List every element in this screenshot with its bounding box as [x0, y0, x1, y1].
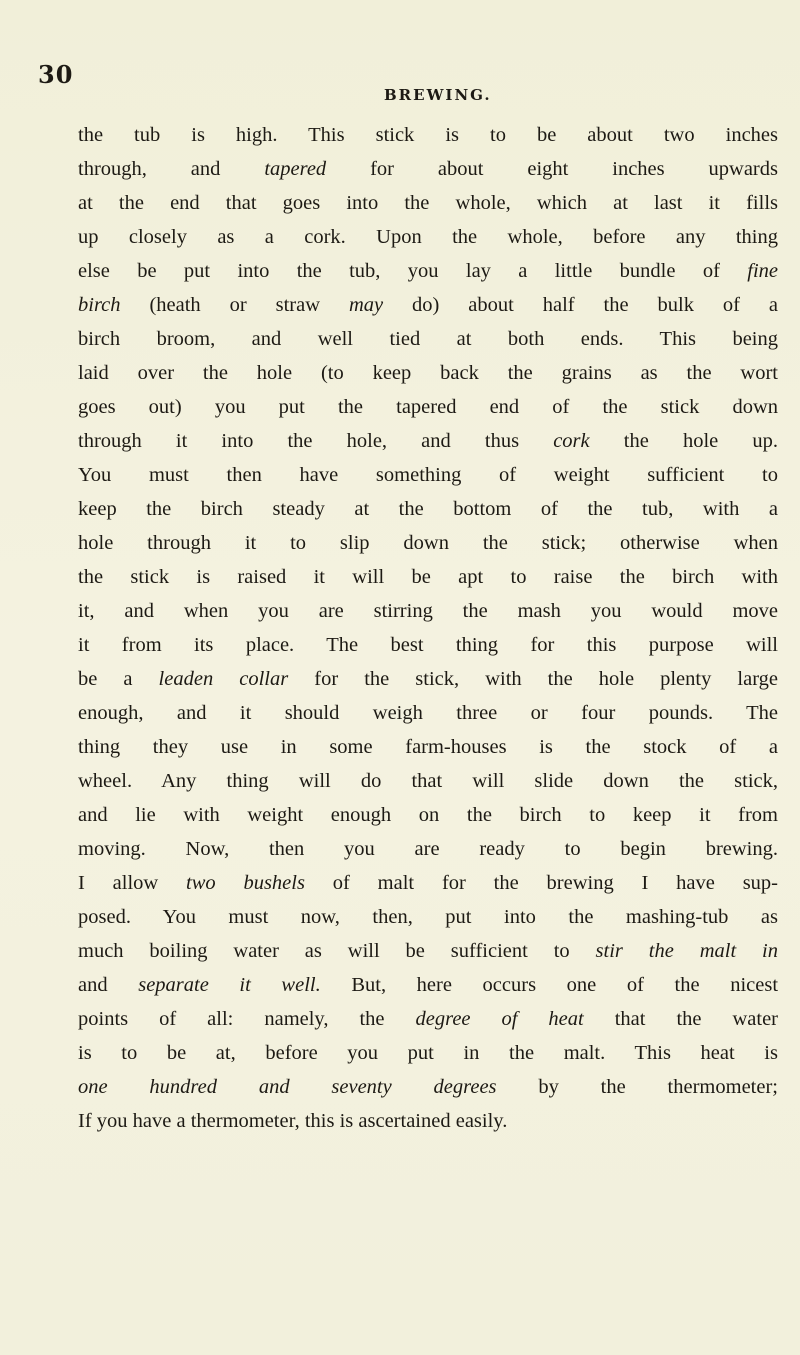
text-line — [78, 220, 778, 254]
text-run: moving. Now, then you are ready to begin brewing. — [78, 838, 778, 860]
text-line — [78, 356, 778, 390]
text-line — [78, 764, 778, 798]
text-run: that the water — [583, 1008, 778, 1030]
text-line — [78, 594, 778, 628]
text-line — [78, 1036, 778, 1070]
text-run: keep the birch steady at the bottom of the tub, with a — [78, 498, 778, 520]
text-run: of malt for the brewing I have sup- — [304, 872, 778, 894]
italic-text: separate it well. — [138, 974, 321, 996]
text-line — [78, 696, 778, 730]
text-line — [78, 254, 778, 288]
text-line — [78, 322, 778, 356]
italic-text: leaden collar — [158, 668, 289, 690]
text-run: through, and — [78, 158, 265, 180]
text-line — [78, 526, 778, 560]
italic-text: cork — [553, 430, 590, 452]
text-run: laid over the hole (to keep back the grains as the wort — [78, 362, 778, 384]
text-run: up closely as a cork. Upon the whole, before any thing — [78, 226, 778, 248]
italic-text: one hundred and seventy degrees — [78, 1076, 497, 1098]
text-run: the tub is high. This stick is to be about two inches — [78, 124, 778, 146]
text-run: else be put into the tub, you lay a little bundle of — [78, 260, 748, 282]
text-line — [78, 390, 778, 424]
text-run: for about eight inches upwards — [326, 158, 778, 180]
text-run: If you have a thermometer, this is ascertained easily. — [78, 1110, 508, 1132]
text-run: enough, and it should weigh three or four pounds. The — [78, 702, 778, 724]
text-run: and — [78, 974, 139, 996]
text-run: goes out) you put the tapered end of the stick down — [78, 396, 778, 418]
text-line — [78, 730, 778, 764]
text-run: thing they use in some farm-houses is the stock of a — [78, 736, 778, 758]
text-line — [78, 1104, 778, 1138]
text-line — [78, 152, 778, 186]
text-line — [78, 424, 778, 458]
text-line — [78, 628, 778, 662]
text-line — [78, 492, 778, 526]
text-run: be a — [78, 668, 159, 690]
text-run: at the end that goes into the whole, which at last it fills — [78, 192, 778, 214]
text-run: the stick is raised it will be apt to raise the birch with — [78, 566, 778, 588]
text-run: for the stick, with the hole plenty large — [288, 668, 778, 690]
body-text — [78, 118, 778, 1138]
text-line — [78, 832, 778, 866]
italic-text: may — [348, 294, 384, 316]
text-line — [78, 118, 778, 152]
text-run: I allow — [78, 872, 187, 894]
text-line — [78, 1070, 778, 1104]
running-head: BREWING. — [384, 86, 492, 104]
text-run: But, here occurs one of the nicest — [320, 974, 778, 996]
text-run: much boiling water as will be sufficient to — [78, 940, 596, 962]
text-line — [78, 968, 778, 1002]
text-run: wheel. Any thing will do that will slide down the stick, — [78, 770, 778, 792]
italic-text: tapered — [264, 158, 327, 180]
text-run: and lie with weight enough on the birch to keep it from — [78, 804, 778, 826]
italic-text: two bushels — [186, 872, 305, 894]
text-line — [78, 798, 778, 832]
text-run: do) about half the bulk of a — [383, 294, 778, 316]
text-run: birch broom, and well tied at both ends. This being — [78, 328, 778, 350]
italic-text: degree of heat — [415, 1008, 584, 1030]
text-line — [78, 866, 778, 900]
text-run: You must then have something of weight sufficient to — [78, 464, 778, 486]
text-line — [78, 288, 778, 322]
text-run: posed. You must now, then, put into the mashing-tub as — [78, 906, 778, 928]
text-line — [78, 934, 778, 968]
text-run: (heath or straw — [120, 294, 349, 316]
text-run: is to be at, before you put in the malt. This heat is — [78, 1042, 778, 1064]
italic-text: birch — [78, 294, 121, 316]
text-run: by the thermometer; — [496, 1076, 778, 1098]
page-number: 30 — [38, 60, 74, 89]
italic-text: fine — [747, 260, 778, 282]
text-run: it from its place. The best thing for this purpose will — [78, 634, 778, 656]
text-run: it, and when you are stirring the mash you would move — [78, 600, 778, 622]
text-line — [78, 560, 778, 594]
text-line — [78, 900, 778, 934]
text-line — [78, 1002, 778, 1036]
text-line — [78, 662, 778, 696]
italic-text: stir the malt in — [595, 940, 778, 962]
text-run: hole through it to slip down the stick; otherwise when — [78, 532, 778, 554]
text-line — [78, 458, 778, 492]
text-line — [78, 186, 778, 220]
text-run: through it into the hole, and thus — [78, 430, 554, 452]
text-run: points of all: namely, the — [78, 1008, 416, 1030]
text-run: the hole up. — [589, 430, 778, 452]
